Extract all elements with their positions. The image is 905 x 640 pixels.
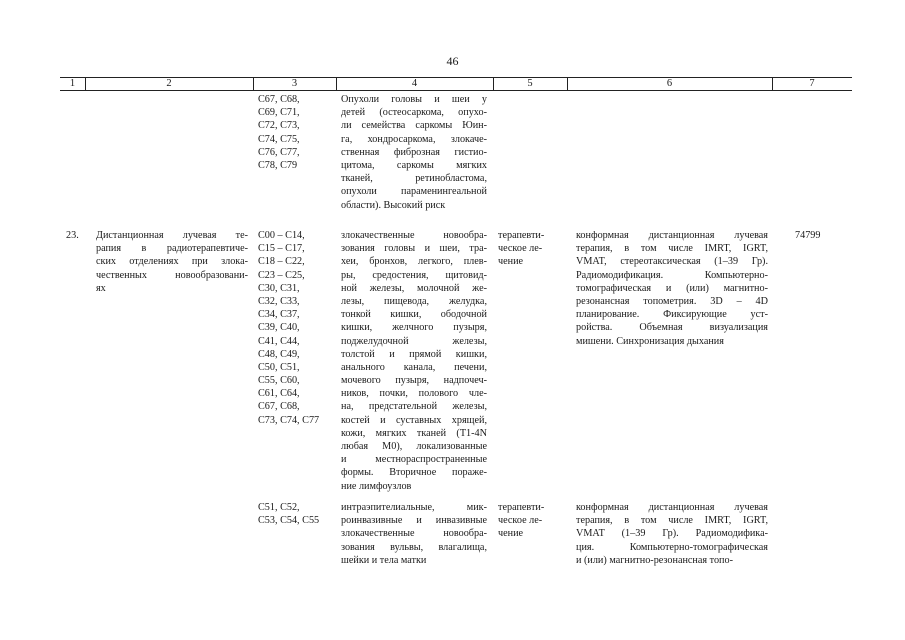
row-2-treatment-type-line: чение bbox=[498, 528, 524, 540]
row-2-treatment-type bbox=[498, 501, 562, 541]
row-1-procedure-name-line: рапия в радиотерапевтиче- bbox=[96, 243, 248, 255]
row-1-patient-model-line: любая M0), локализованные bbox=[341, 441, 487, 452]
row-1-treatment-method-line: терапия, в том числе IMRT, IGRT, bbox=[576, 243, 768, 255]
page-number: 46 bbox=[446, 54, 459, 68]
column-header-5: 5 bbox=[527, 78, 533, 89]
row-1-diagnosis-codes-line: C67, C68, bbox=[258, 401, 300, 413]
column-header-3: 3 bbox=[291, 78, 298, 89]
row-0-patient-model-line: детей (остеосаркома, опухо- bbox=[341, 107, 487, 119]
row-1-diagnosis-codes-line: C34, C37, bbox=[258, 309, 300, 321]
column-header-4: 4 bbox=[411, 78, 418, 89]
row-1-patient-model-line: толстой и прямой кишки, bbox=[341, 348, 487, 360]
row-1-diagnosis-codes-line: C55, C60, bbox=[258, 375, 300, 387]
row-1-diagnosis-codes-line: C23 – C25, bbox=[258, 269, 305, 281]
row-1-treatment-type-line: терапевти- bbox=[498, 230, 545, 241]
row-0-diagnosis-codes-line: C74, C75, bbox=[258, 133, 300, 145]
row-2-treatment-type-line: ческое ле- bbox=[498, 515, 543, 527]
row-1-diagnosis-codes-line: C39, C40, bbox=[258, 322, 300, 334]
row-1-treatment-method-line: томографическая и (или) магнитно- bbox=[576, 282, 768, 294]
row-1-patient-model-line: тонкой кишки, ободочной bbox=[341, 309, 487, 321]
row-1-diagnosis-codes-line: C48, C49, bbox=[258, 348, 300, 360]
row-1-treatment-method bbox=[576, 229, 768, 348]
row-2-treatment-method-line: терапия, в том числе IMRT, IGRT, bbox=[576, 515, 768, 527]
row-2-patient-model bbox=[341, 501, 487, 567]
row-1-patient-model-line: ры, средостения, щитовид- bbox=[341, 269, 487, 281]
row-1-patient-model-line: формы. Вторичное пораже- bbox=[341, 467, 487, 479]
row-0-patient-model-line: га, хондросаркома, злокаче- bbox=[341, 133, 487, 145]
row-0-patient-model-line: опухоли параменингеальной bbox=[341, 186, 487, 198]
row-0-patient-model-line: тканей, ретинобластома, bbox=[341, 173, 487, 185]
row-1-patient-model-line: поджелудочной железы, bbox=[341, 335, 487, 347]
row-0-patient-model-line: ственная фиброзная гистио- bbox=[341, 146, 487, 158]
row-1-patient-model-line: лезы, пищевода, желудка, bbox=[341, 295, 487, 307]
row-1-diagnosis-codes-line: C00 – C14, bbox=[258, 230, 305, 241]
row-1-treatment-method-line: планирование. Фиксирующие уст- bbox=[576, 309, 768, 321]
row-2-treatment-method-line: конформная дистанционная лучевая bbox=[576, 502, 768, 513]
row-1-patient-model-line: анального канала, печени, bbox=[341, 361, 487, 373]
row-1-patient-model-line: хеи, бронхов, легкого, плев- bbox=[341, 256, 487, 268]
column-header-2: 2 bbox=[166, 78, 172, 89]
row-2-patient-model-line: зования вульвы, влагалища, bbox=[341, 541, 487, 553]
row-2-diagnosis-codes-line: C53, C54, C55 bbox=[258, 515, 320, 527]
row-1-procedure-name-line: ских отделениях при злока- bbox=[96, 256, 248, 268]
row-1-treatment-method-line: резонансная топометрия. 3D – 4D bbox=[576, 295, 768, 307]
row-1-patient-model-line: зования головы и шеи, тра- bbox=[341, 243, 487, 255]
row-2-treatment-method bbox=[576, 501, 768, 567]
column-header-7: 7 bbox=[809, 78, 815, 89]
row-1-patient-model-line: ной железы, молочной же- bbox=[341, 282, 487, 294]
row-2-treatment-method-line: VMAT (1–39 Гр). Радиомодифика- bbox=[576, 528, 768, 540]
row-0-patient-model bbox=[341, 93, 487, 212]
row-1-patient-model-line: ние лимфоузлов bbox=[341, 480, 412, 492]
row-0-patient-model-line: Опухоли головы и шеи у bbox=[341, 94, 487, 105]
row-1-patient-model-line: кожи, мягких тканей (T1-4N bbox=[341, 427, 487, 439]
row-1-patient-model-line: мочевого пузыря, надпочеч- bbox=[341, 375, 487, 387]
row-0-diagnosis-codes-line: C67, C68, bbox=[258, 94, 300, 105]
row-1-diagnosis-codes-line: C32, C33, bbox=[258, 295, 300, 307]
row-0-patient-model-line: цитома, саркомы мягких bbox=[341, 159, 487, 171]
row-2-patient-model-line: роинвазивные и инвазивные bbox=[341, 515, 487, 527]
row-1-diagnosis-codes-line: C18 – C22, bbox=[258, 256, 305, 268]
row-1-patient-model-line: и местнораспространенные bbox=[341, 454, 487, 466]
row-1-procedure-name-line: ях bbox=[96, 282, 106, 294]
row-1-treatment-method-line: ройства. Объемная визуализация bbox=[576, 322, 768, 334]
row-1-patient-model-line: злокачественные новообра- bbox=[341, 230, 487, 241]
row-2-diagnosis-codes-line: C51, C52, bbox=[258, 502, 300, 513]
row-1-treatment-method-line: мишени. Синхронизация дыхания bbox=[576, 335, 724, 347]
column-header-6: 6 bbox=[666, 78, 673, 89]
row-1-treatment-type-line: ческое ле- bbox=[498, 243, 543, 255]
row-0-diagnosis-codes-line: C72, C73, bbox=[258, 120, 300, 132]
row-0-diagnosis-codes bbox=[258, 93, 330, 172]
row-1-cost: 74799 bbox=[795, 230, 821, 241]
row-1-patient-model-line: на, предстательной железы, bbox=[341, 401, 487, 413]
row-0-diagnosis-codes-line: C69, C71, bbox=[258, 107, 300, 119]
row-1-procedure-name-line: чественных новообразовани- bbox=[96, 269, 248, 281]
row-1-treatment-type-line: чение bbox=[498, 256, 524, 268]
row-1-patient-model-line: кишки, желчного пузыря, bbox=[341, 322, 487, 334]
row-0-patient-model-line: области). Высокий риск bbox=[341, 199, 446, 211]
row-1-treatment-method-line: VMAT, стереотаксическая (1–39 Гр). bbox=[576, 256, 768, 268]
row-0-patient-model-line: ли семейства саркомы Юин- bbox=[341, 120, 487, 132]
row-0-diagnosis-codes-line: C78, C79 bbox=[258, 159, 298, 171]
row-2-patient-model-line: злокачественные новообра- bbox=[341, 528, 487, 540]
row-1-patient-model-line: костей и суставных хрящей, bbox=[341, 414, 487, 426]
row-1-diagnosis-codes-line: C73, C74, C77 bbox=[258, 414, 320, 426]
row-1-diagnosis-codes-line: C61, C64, bbox=[258, 388, 300, 400]
row-1-patient-model-line: ников, почки, полового чле- bbox=[341, 388, 487, 400]
row-2-diagnosis-codes bbox=[258, 501, 330, 527]
column-header-1: 1 bbox=[69, 78, 76, 89]
row-1-diagnosis-codes-line: C41, C44, bbox=[258, 335, 300, 347]
row-1-procedure-name bbox=[96, 229, 248, 295]
row-1-procedure-name-line: Дистанционная лучевая те- bbox=[96, 230, 248, 241]
row-1-treatment-type bbox=[498, 229, 562, 269]
row-1-diagnosis-codes bbox=[258, 229, 330, 427]
row-1-diagnosis-codes-line: C30, C31, bbox=[258, 282, 300, 294]
row-1-diagnosis-codes-line: C15 – C17, bbox=[258, 243, 305, 255]
row-1-diagnosis-codes-line: C50, C51, bbox=[258, 361, 300, 373]
row-2-patient-model-line: шейки и тела матки bbox=[341, 554, 427, 566]
row-1-treatment-method-line: Радиомодификация. Компьютерно- bbox=[576, 269, 768, 281]
row-1-patient-model bbox=[341, 229, 487, 493]
row-2-treatment-method-line: и (или) магнитно-резонансная топо- bbox=[576, 554, 733, 566]
header-bottom-rule bbox=[60, 90, 852, 91]
row-1-treatment-method-line: конформная дистанционная лучевая bbox=[576, 230, 768, 241]
row-2-treatment-type-line: терапевти- bbox=[498, 502, 545, 513]
row-2-treatment-method-line: ция. Компьютерно-томографическая bbox=[576, 541, 768, 553]
row-2-patient-model-line: интраэпителиальные, мик- bbox=[341, 502, 487, 513]
row-0-diagnosis-codes-line: C76, C77, bbox=[258, 146, 300, 158]
row-1-number: 23. bbox=[66, 230, 79, 241]
